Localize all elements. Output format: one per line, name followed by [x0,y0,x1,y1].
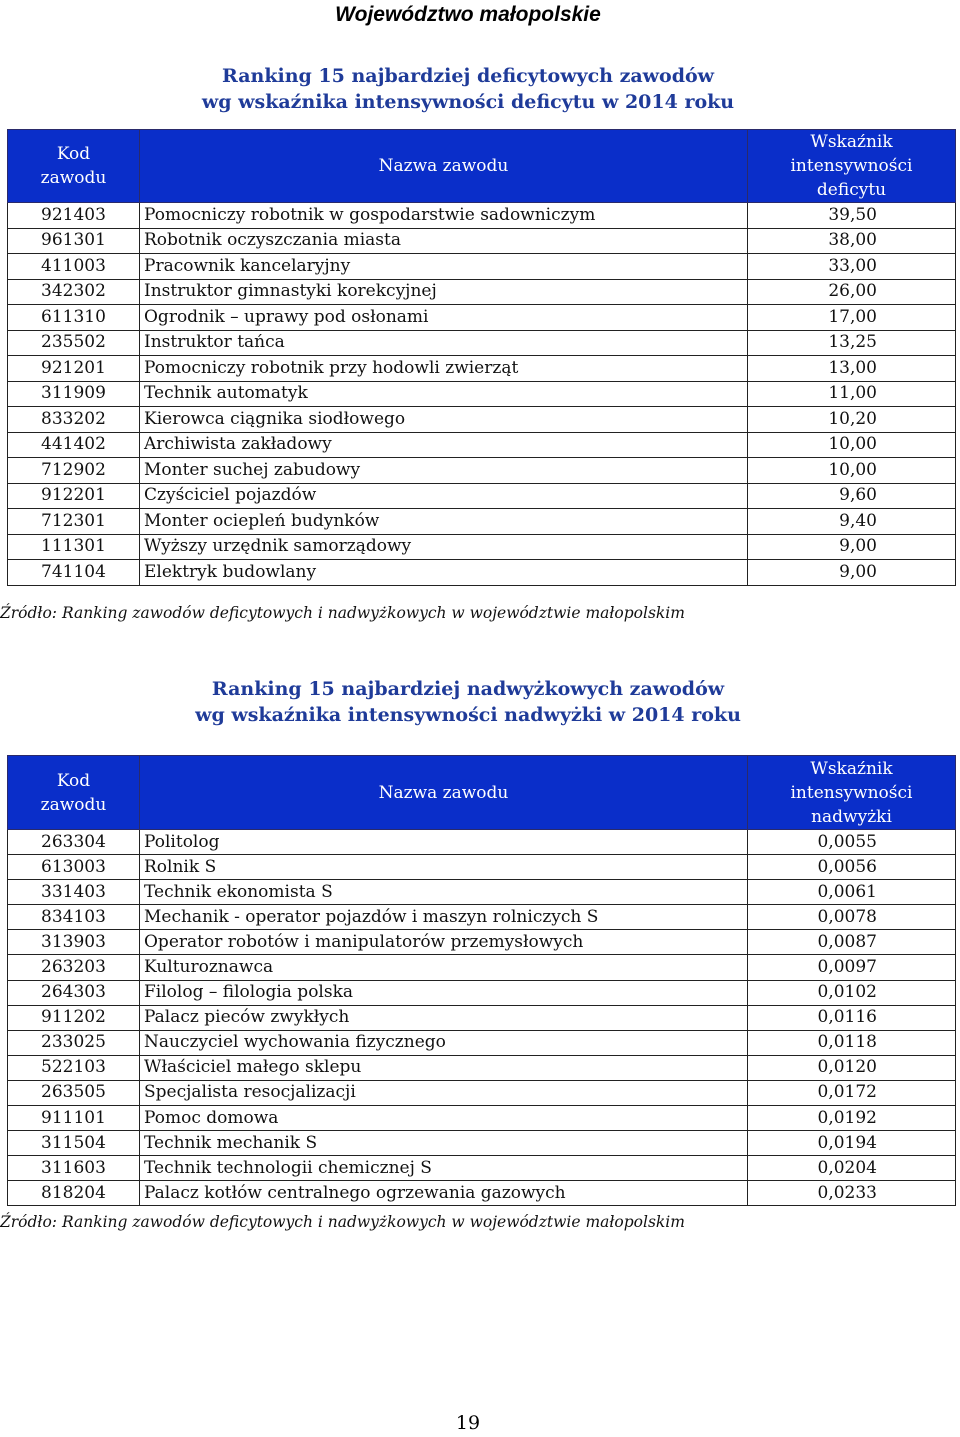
occupation-code: 613003 [8,855,140,880]
occupation-name: Monter ociepleń budynków [140,509,748,535]
occupation-code: 441402 [8,432,140,458]
table-row [8,381,956,407]
header-value-line1: Wskaźnik [810,758,893,779]
table-row [8,930,956,955]
header-value-line3: deficytu [816,180,887,200]
occupation-code: 311909 [8,381,140,407]
surplus-source-note: Źródło: Ranking zawodów deficytowych i nadwyżkowych w województwie małopolskim [0,1213,685,1231]
header-value-line2: intensywności [790,782,913,803]
occupation-code: 834103 [8,905,140,930]
intensity-value: 0,0078 [748,905,956,930]
intensity-value: 9,40 [748,509,956,535]
occupation-name: Filolog – filologia polska [140,980,748,1005]
table-row [8,1080,956,1105]
deficit-table-body [8,203,956,586]
occupation-code: 311504 [8,1131,140,1156]
occupation-name: Czyściciel pojazdów [140,483,748,509]
occupation-code: 712902 [8,458,140,484]
occupation-code: 233025 [8,1030,140,1055]
occupation-code: 311603 [8,1156,140,1181]
table-row [8,254,956,280]
page-number: 19 [455,1412,481,1434]
header-code-line2: zawodu [40,794,107,815]
table-row [8,203,956,229]
occupation-name: Technik mechanik S [140,1131,748,1156]
occupation-code: 263304 [8,830,140,855]
table-row [8,407,956,433]
intensity-value: 33,00 [748,254,956,280]
intensity-value: 0,0087 [748,930,956,955]
table-row [8,855,956,880]
intensity-value: 0,0055 [748,830,956,855]
table-row [8,880,956,905]
table-row [8,458,956,484]
occupation-name: Pomocniczy robotnik w gospodarstwie sadowniczym [140,203,748,229]
occupation-code: 911202 [8,1005,140,1030]
occupation-name: Instruktor tańca [140,330,748,356]
header-value-line2: intensywności [790,156,913,176]
surplus-table-body [8,830,956,1206]
header-name: Nazwa zawodu [140,130,748,203]
occupation-name: Technik automatyk [140,381,748,407]
occupation-name: Właściciel małego sklepu [140,1055,748,1080]
header-code [8,130,140,203]
intensity-value: 10,00 [748,432,956,458]
deficit-title-line1: Ranking 15 najbardziej deficytowych zawodów [221,65,715,87]
occupation-code: 522103 [8,1055,140,1080]
occupation-name: Politolog [140,830,748,855]
table-row [8,980,956,1005]
occupation-code: 111301 [8,534,140,560]
intensity-value: 11,00 [748,381,956,407]
occupation-code: 912201 [8,483,140,509]
occupation-code: 263203 [8,955,140,980]
surplus-ranking-title [0,676,936,728]
occupation-name: Ogrodnik – uprawy pod osłonami [140,305,748,331]
table-row [8,356,956,382]
intensity-value: 0,0118 [748,1030,956,1055]
occupation-code: 818204 [8,1181,140,1206]
table-row [8,305,956,331]
intensity-value: 0,0194 [748,1131,956,1156]
table-row [8,1030,956,1055]
occupation-name: Wyższy urzędnik samorządowy [140,534,748,560]
table-row [8,1156,956,1181]
header-value [748,130,956,203]
intensity-value: 0,0204 [748,1156,956,1181]
occupation-code: 611310 [8,305,140,331]
table-row [8,1106,956,1131]
intensity-value: 38,00 [748,228,956,254]
occupation-code: 921201 [8,356,140,382]
header-code-line1: Kod [56,144,91,164]
table-row [8,1055,956,1080]
intensity-value: 10,00 [748,458,956,484]
occupation-code: 313903 [8,930,140,955]
table-row [8,483,956,509]
table-row [8,955,956,980]
occupation-code: 411003 [8,254,140,280]
table-row [8,228,956,254]
intensity-value: 0,0120 [748,1055,956,1080]
occupation-name: Monter suchej zabudowy [140,458,748,484]
table-row [8,1181,956,1206]
occupation-name: Palacz kotłów centralnego ogrzewania gazowych [140,1181,748,1206]
intensity-value: 9,60 [748,483,956,509]
table-row [8,279,956,305]
occupation-name: Rolnik S [140,855,748,880]
occupation-name: Instruktor gimnastyki korekcyjnej [140,279,748,305]
intensity-value: 9,00 [748,560,956,586]
table-row [8,1131,956,1156]
occupation-name: Elektryk budowlany [140,560,748,586]
table-row [8,534,956,560]
occupation-code: 235502 [8,330,140,356]
intensity-value: 0,0116 [748,1005,956,1030]
intensity-value: 9,00 [748,534,956,560]
occupation-code: 712301 [8,509,140,535]
deficit-title-line2: wg wskaźnika intensywności deficytu w 2014 roku [201,91,735,113]
occupation-code: 342302 [8,279,140,305]
surplus-ranking-table [7,755,956,1206]
intensity-value: 10,20 [748,407,956,433]
header-value [748,756,956,830]
intensity-value: 13,25 [748,330,956,356]
intensity-value: 0,0172 [748,1080,956,1105]
table-row [8,905,956,930]
occupation-name: Specjalista resocjalizacji [140,1080,748,1105]
intensity-value: 26,00 [748,279,956,305]
occupation-name: Operator robotów i manipulatorów przemysłowych [140,930,748,955]
intensity-value: 39,50 [748,203,956,229]
surplus-header-row [8,756,956,830]
table-row [8,560,956,586]
occupation-name: Nauczyciel wychowania fizycznego [140,1030,748,1055]
intensity-value: 0,0233 [748,1181,956,1206]
intensity-value: 0,0192 [748,1106,956,1131]
occupation-name: Technik ekonomista S [140,880,748,905]
intensity-value: 0,0061 [748,880,956,905]
occupation-code: 961301 [8,228,140,254]
surplus-title-line2: wg wskaźnika intensywności nadwyżki w 2014 roku [195,704,741,726]
intensity-value: 13,00 [748,356,956,382]
table-row [8,330,956,356]
occupation-code: 331403 [8,880,140,905]
intensity-value: 0,0056 [748,855,956,880]
occupation-code: 741104 [8,560,140,586]
header-value-line3: nadwyżki [811,806,892,827]
deficit-ranking-title [0,63,936,115]
header-name: Nazwa zawodu [140,756,748,830]
table-row [8,432,956,458]
page-title: Województwo małopolskie [335,3,601,26]
occupation-name: Pomocniczy robotnik przy hodowli zwierząt [140,356,748,382]
occupation-name: Archiwista zakładowy [140,432,748,458]
header-code-line2: zawodu [40,168,107,188]
table-row [8,830,956,855]
table-row [8,1005,956,1030]
deficit-header-row [8,130,956,203]
occupation-code: 264303 [8,980,140,1005]
occupation-code: 921403 [8,203,140,229]
intensity-value: 0,0102 [748,980,956,1005]
occupation-name: Technik technologii chemicznej S [140,1156,748,1181]
occupation-name: Kulturoznawca [140,955,748,980]
occupation-code: 833202 [8,407,140,433]
header-value-line1: Wskaźnik [810,132,893,152]
occupation-code: 911101 [8,1106,140,1131]
intensity-value: 0,0097 [748,955,956,980]
occupation-name: Mechanik - operator pojazdów i maszyn rolniczych S [140,905,748,930]
occupation-name: Pomoc domowa [140,1106,748,1131]
occupation-name: Robotnik oczyszczania miasta [140,228,748,254]
intensity-value: 17,00 [748,305,956,331]
header-code-line1: Kod [56,770,91,791]
header-code [8,756,140,830]
occupation-code: 263505 [8,1080,140,1105]
deficit-ranking-table [7,129,956,586]
occupation-name: Pracownik kancelaryjny [140,254,748,280]
surplus-title-line1: Ranking 15 najbardziej nadwyżkowych zawodów [211,678,725,700]
deficit-source-note: Źródło: Ranking zawodów deficytowych i nadwyżkowych w województwie małopolskim [0,604,685,622]
occupation-name: Palacz pieców zwykłych [140,1005,748,1030]
table-row [8,509,956,535]
occupation-name: Kierowca ciągnika siodłowego [140,407,748,433]
